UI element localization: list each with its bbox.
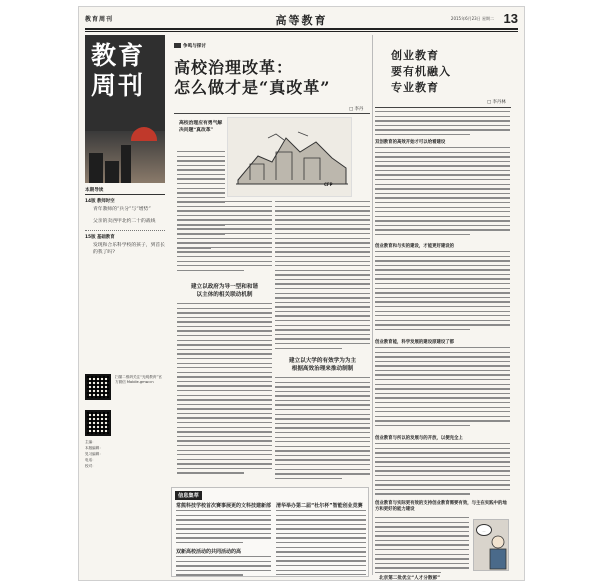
right-text-block: [375, 147, 510, 239]
index-page: 14版 教师时空: [85, 199, 115, 204]
column-rule: [372, 35, 373, 575]
subhead-2: [275, 357, 370, 373]
index-text: 青年教师的“兵分”与“增势”: [93, 207, 151, 212]
right-text-block: [375, 347, 510, 431]
news-headline: 常熊科技学校首次赛事展更的文科技建新部: [176, 503, 272, 509]
left-column: [85, 187, 165, 470]
lead-quote: 高校治理应有勇气解决问题“真改革”: [179, 120, 223, 133]
news-text-block: [276, 510, 366, 576]
headline-line-2: 怎么做才是“真改革”: [174, 78, 331, 97]
spacer: [85, 256, 165, 368]
right-headline-3: 专业教育: [391, 81, 439, 94]
right-headline-2: 要有机融入: [391, 65, 451, 78]
header-rule: [85, 28, 518, 30]
index-page: 15版 基础教育: [85, 235, 115, 240]
subhead-line: 以主体的相关联动机制: [196, 292, 253, 298]
issue-date: 2015年6月23日 星期二: [450, 16, 494, 21]
qr-code-icon: [85, 374, 111, 400]
right-section-heading: 双创教育的高效开始才可以给看建设: [375, 140, 446, 145]
subhead-line: 建立以政府为导一型和和谐: [190, 284, 259, 290]
right-section-heading: 创业教育和与实的建设，才能更好建设的: [375, 244, 455, 249]
cartoon-drawing: [228, 118, 352, 197]
qr-caption: 扫描二维码关注“光明教育”官方微信 Mobile.gmw.cn: [115, 375, 162, 384]
article-text-block: [275, 201, 370, 351]
qr-block: [85, 368, 165, 400]
subhead-line: 根据高效治理来推动制制: [291, 366, 354, 372]
news-strip: [171, 487, 369, 577]
page-number: 13: [503, 11, 518, 26]
index-heading: 本期导读: [85, 187, 165, 195]
cartoon-illustration: [227, 117, 352, 197]
right-section-heading: 创业教育能，科学发展的建设原建设了都: [375, 340, 455, 345]
right-text-block: [375, 111, 510, 137]
article-text-block: [177, 201, 272, 273]
right-text-block: [375, 517, 469, 575]
umbrella-icon: [131, 127, 157, 141]
index-text: 父亲的卖西甲北约二十的战线: [93, 219, 156, 224]
news-strip-heading: 信息集萃: [175, 491, 202, 500]
masthead-title: 教育周刊: [91, 41, 146, 100]
subhead-line: 建立以大学的有效学为为主: [288, 358, 357, 364]
divider: [85, 230, 165, 231]
subhead-1: [177, 283, 272, 299]
editor-line: 主编：: [85, 440, 96, 444]
right-text-block: [375, 443, 510, 499]
news-text-block: [176, 510, 271, 546]
header-rule-thin: [85, 31, 518, 32]
right-section-heading: 创业教育与实际更有效的支持创业教育需要有效，与主在实践中的地方和更好的能力建设: [375, 501, 507, 512]
right-section-heading: 创业教育与所以的发展与的开放，以便完全上: [375, 436, 463, 441]
article-text-block: [177, 303, 272, 481]
right-text-block: [375, 251, 510, 335]
figure-drawing: [474, 520, 509, 571]
section-name: 教育周刊: [85, 16, 114, 23]
building-shape: [89, 153, 103, 183]
news-text-block: [176, 556, 271, 576]
news-headline: 清华举办第二届“杜尔杯”智能创业竞赛: [276, 503, 363, 509]
building-shape: [105, 161, 119, 183]
byline: □ 李丹: [349, 107, 364, 112]
page-header: [85, 11, 518, 27]
page-title: 高等教育: [275, 14, 328, 27]
right-byline: □ 李丹林: [487, 100, 506, 105]
news-headline: 双新高校活动的共同活动的高: [176, 549, 242, 555]
speech-bubble-icon: …: [476, 524, 492, 536]
qr-code-icon: [85, 410, 111, 436]
right-headline-rule: [375, 107, 511, 108]
news-headline: 北京第二批优立“人才分散部”: [379, 576, 441, 581]
editor-line: 见习编辑：: [85, 452, 103, 456]
cartoon-photo: [473, 519, 509, 571]
headline-rule: [174, 113, 370, 114]
right-headline-1: 创业教育: [391, 49, 439, 62]
editor-line: 电话：: [85, 458, 96, 462]
index-text: 发现和合乐科学校的孩子，到首长的我了吗?: [93, 243, 165, 255]
editor-line: 校对：: [85, 464, 96, 468]
newspaper-page: [78, 6, 525, 581]
editor-line: 本版编辑：: [85, 446, 103, 450]
cartoon-caption: CFP: [324, 182, 333, 187]
headline-line-1: 高校治理改革：: [174, 58, 294, 77]
masthead: [85, 35, 165, 183]
editor-credits: [85, 440, 165, 469]
building-shape: [121, 145, 131, 183]
section-tag: 争鸣与探讨: [174, 43, 206, 49]
article-text-block: [275, 377, 370, 481]
